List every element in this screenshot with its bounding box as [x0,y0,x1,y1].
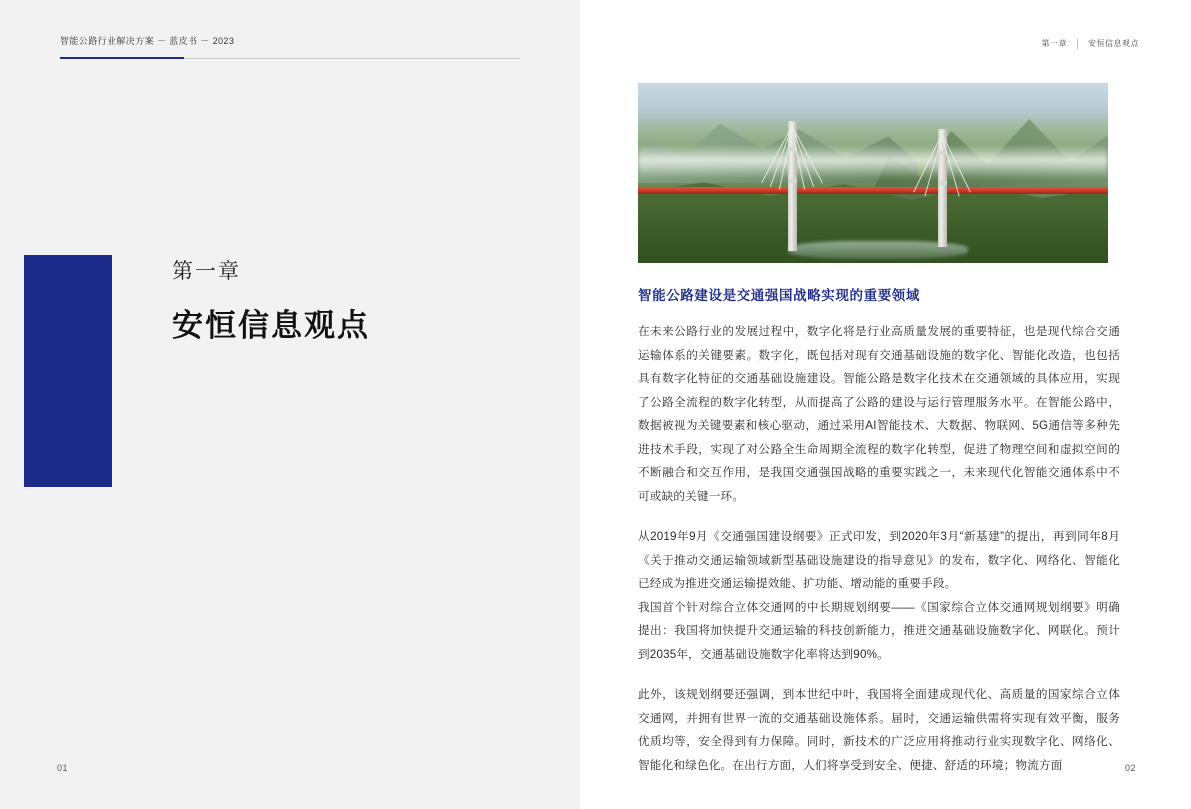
left-header-label: 智能公路行业解决方案 － 蓝皮书 － 2023 [60,36,235,46]
chapter-color-block [24,255,112,487]
right-page-header [1042,38,1140,49]
right-page [580,0,1191,809]
section-title: 智能公路建设是交通强国战略实现的重要领域 [638,288,920,303]
bridge-deck [638,187,1108,194]
pylon-crossbeam [938,181,947,185]
page-number-left: 01 [57,763,69,773]
chapter-number-label: 第一章 [172,260,241,283]
paragraph: 从2019年9月《交通强国建设纲要》正式印发，到2020年3月“新基建”的提出，再到同年8月《关于推动交通运输领域新型基础设施建设的指导意见》的发布，数字化、网络化、智能化已经成为推进交通运输提效能、扩功能、增动能的重要手段。 [638,530,1120,590]
pylon-crossbeam [788,179,797,183]
bridge-photo [638,83,1108,263]
fog-layer [638,145,1108,179]
paragraph: 我国首个针对综合立体交通网的中长期规划纲要——《国家综合立体交通网规划纲要》明确提出：我国将加快提升交通运输的科技创新能力，推进交通基础设施数字化、网联化。预计到2035年，交通基础设施数字化率将达到90%。 [638,600,1120,661]
right-header-chapter: 第一章 [1041,39,1067,48]
right-header-title: 安恒信息观点 [1088,39,1139,48]
header-divider [1077,39,1078,49]
header-hairline-rule [184,58,520,59]
paragraph: 此外，该规划纲要还强调，到本世纪中叶，我国将全面建成现代化、高质量的国家综合立体交通网，并拥有世界一流的交通基础设施体系。届时，交通运输供需将实现有效平衡，服务优质均等，安全得到有力保障。同时，新技术的广泛应用将推动行业实现数字化、网络化、智能化和绿色化。在出行方面，人们将享受到安全、便捷、舒适的环境；物流方面 [638,688,1120,772]
page-number-right: 02 [1124,763,1136,773]
chapter-title: 安恒信息观点 [172,308,370,343]
left-page [0,0,580,809]
paragraph: 在未来公路行业的发展过程中，数字化将是行业高质量发展的重要特征，也是现代综合交通运输体系的关键要素。数字化，既包括对现有交通基础设施的数字化、智能化改造，也包括具有数字化特征的交通基础设施建设。智能公路是数字化技术在交通领域的具体应用，实现了公路全流程的数字化转型，从而提高了公路的建设与运行管理服务水平。在智能公路中，数据被视为关键要素和核心驱动，通过采用AI智能技术、大数据、物联网、5G通信等多种先进技术手段，实现了对公路全生命周期全流程的数字化转型，促进了物理空间和虚拟空间的不断融合和交互作用，是我国交通强国战略的重要实践之一，未来现代化智能交通体系中不可或缺的关键一环。 [638,325,1120,503]
header-accent-rule [60,57,184,59]
left-page-header [60,34,490,48]
body-copy [638,320,1120,794]
